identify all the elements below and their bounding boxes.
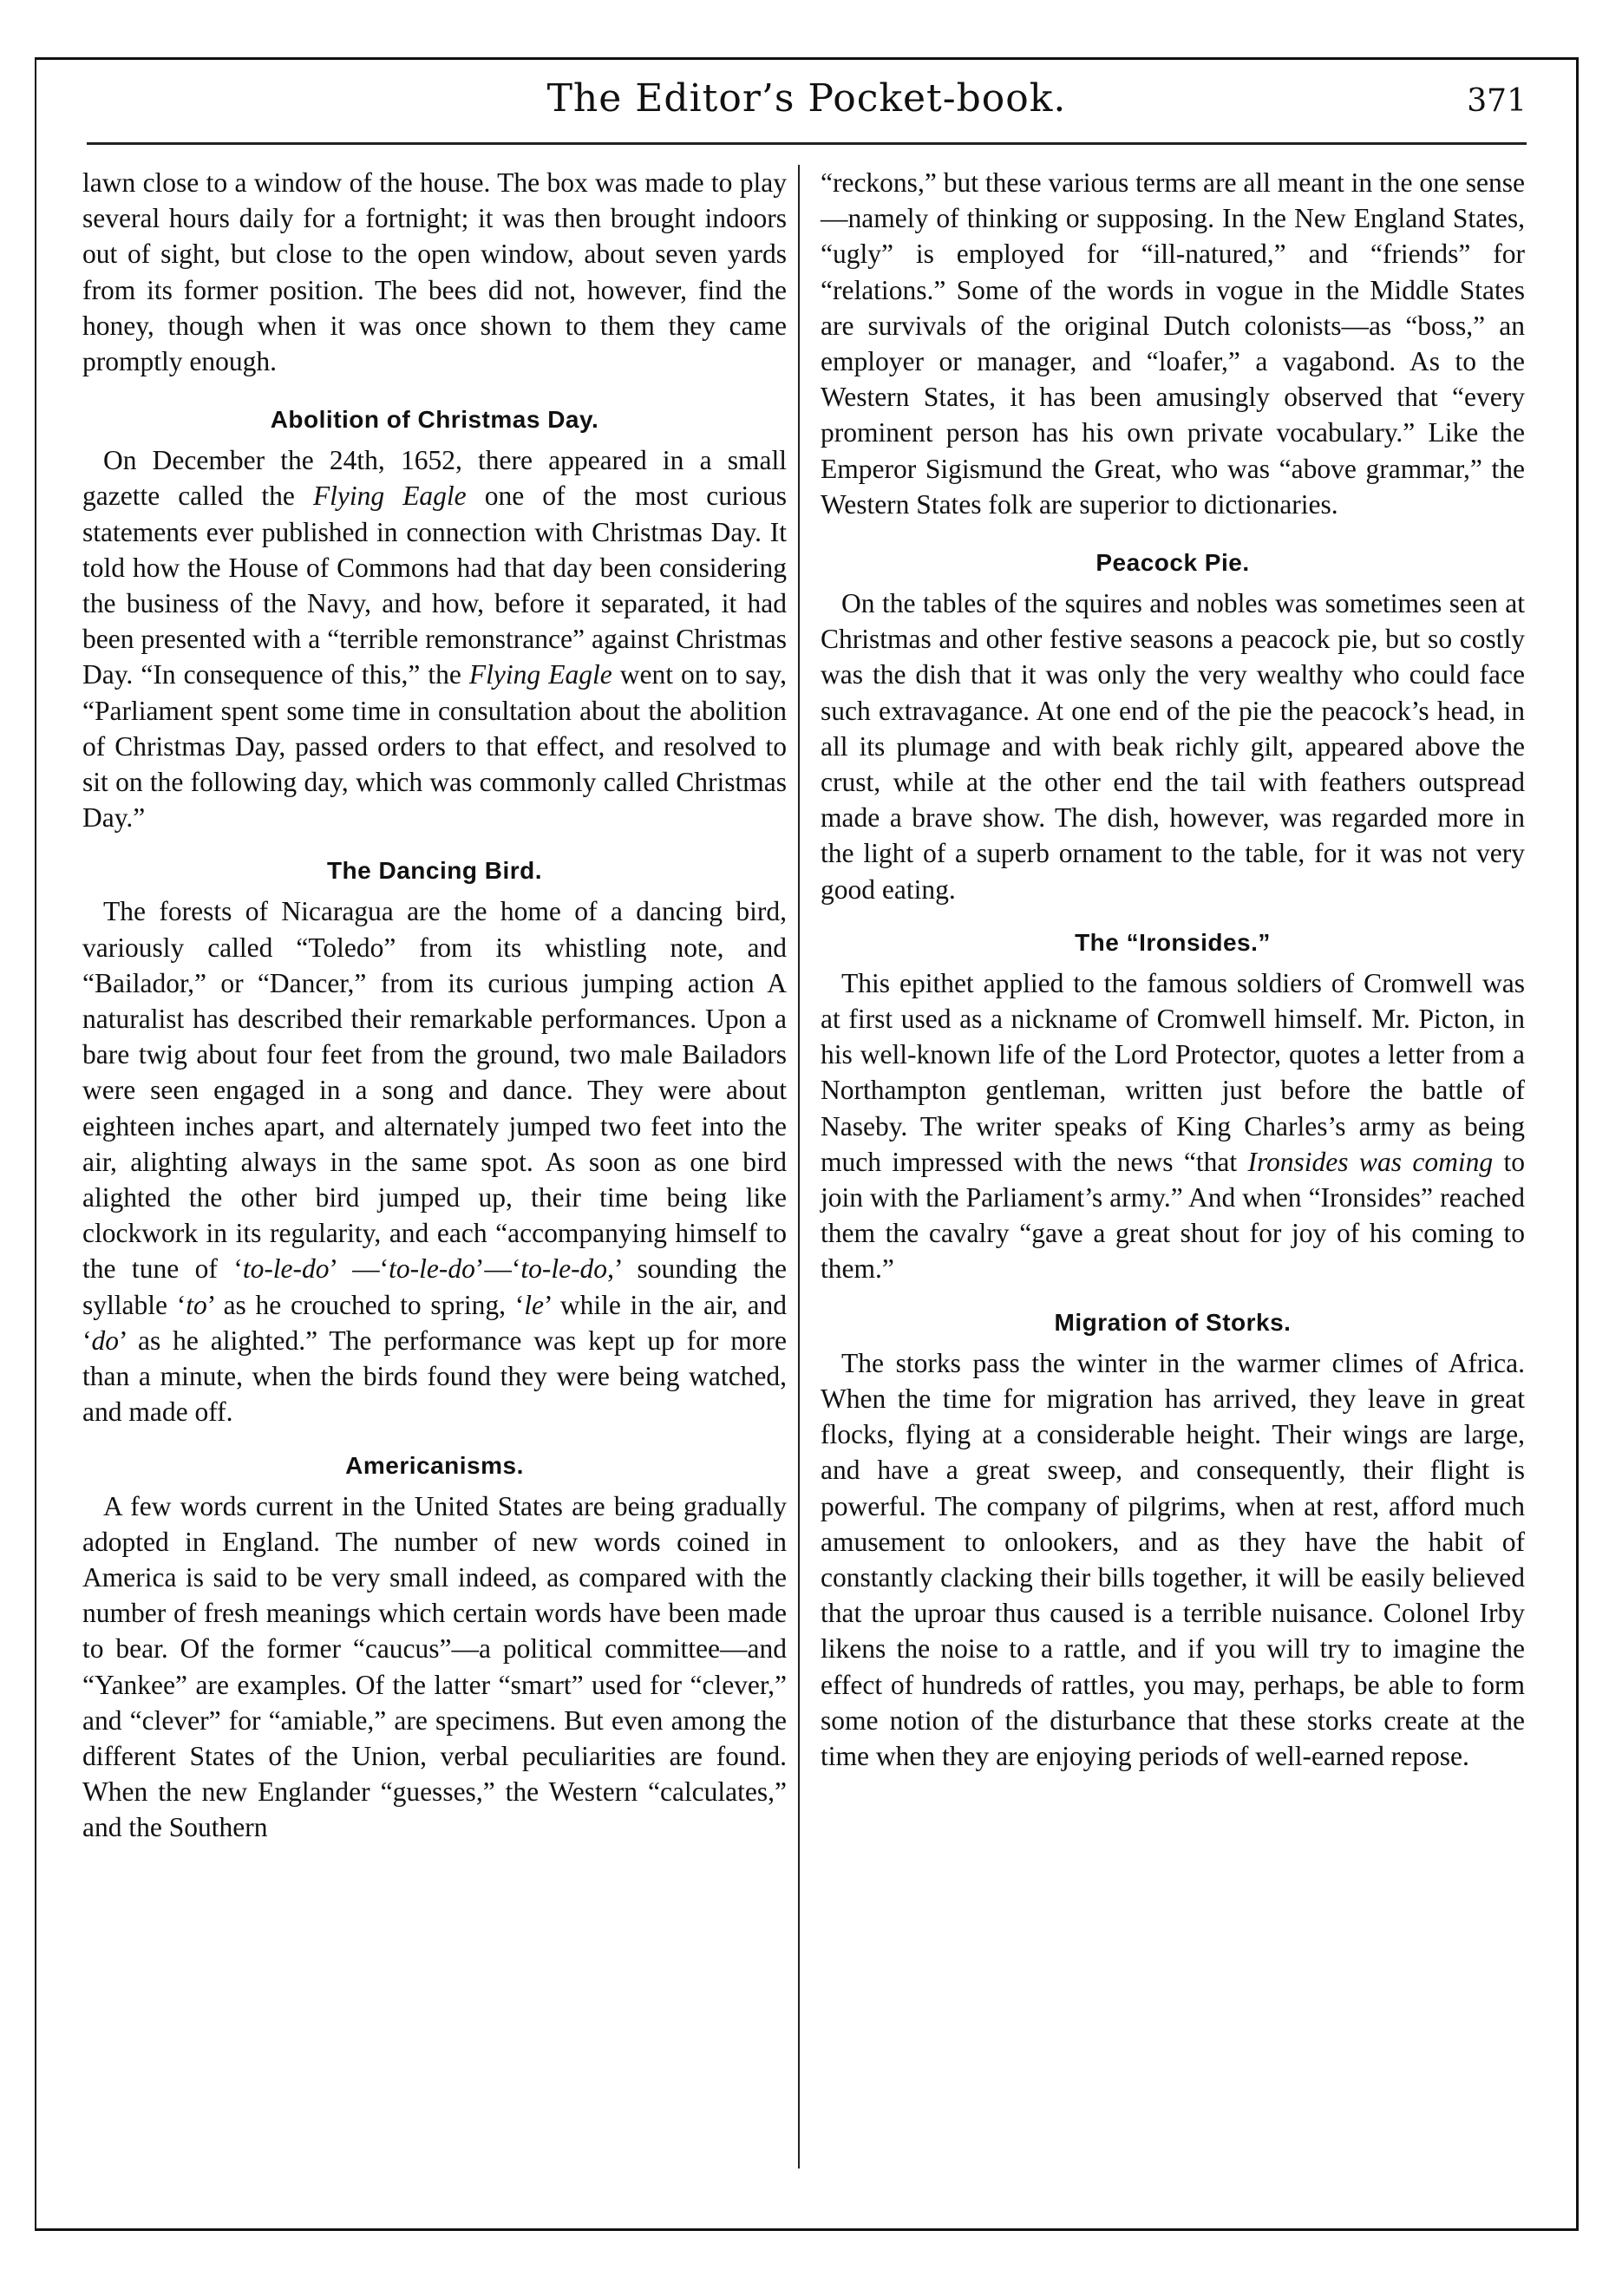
text-run: This epithet applied to the famous soldiers of Cromwell was at first used as a nickname of Cromwell himself. Mr. Picton, in his well-known life of the Lord Protector, quotes a letter from a Northampton gentleman, written just before the battle of Naseby. The writer speaks of King Charles’s army as being much impressed with the news “that — [821, 967, 1525, 1177]
section-body-the-ironsides — [821, 965, 1525, 1287]
italic-title: Flying Eagle — [468, 659, 612, 690]
text-run: ’—‘ — [474, 1253, 521, 1285]
section-body-peacock-pie — [821, 585, 1525, 907]
continuation-paragraph: lawn close to a window of the house. The box was made to play several hours daily for a fortnight; it was then brought indoors out of sight, but close to the open window, about seven yards from its former position. The bees did not, however, find the honey, though when it was once shown to them they came promptly enough. — [82, 167, 787, 377]
page-number: 371 — [1467, 83, 1527, 119]
text-run: ’ as he alighted.” The performance was kept up for more than a minute, when the birds found they were being watched, and made off. — [82, 1325, 787, 1428]
section-heading-the-dancing-bird: The Dancing Bird. — [326, 857, 543, 885]
italic-syllables: to-le-do — [520, 1253, 608, 1285]
header-title: The Editor’s Pocket-book. — [546, 76, 1067, 121]
italic-syllable: to — [186, 1289, 207, 1320]
running-header — [87, 71, 1527, 141]
text-run: one of the most curious statements ever published in connection with Christmas Day. It told how the House of Commons had that day been considering the business of the Navy, and how, before it separated, it had been presented with a “terrible remonstrance” against Christmas Day. “In consequence of this,” the — [82, 481, 787, 690]
text-run: The forests of Nicaragua are the home of a dancing bird, variously called “Toledo” from its whistling note, and “Bailador,” or “Dancer,” from its curious jumping action A naturalist has described their remarkable performances. Upon a bare twig about four feet from the ground, two male Bailadors were seen engaged in a song and dance. They were about eighteen inches apart, and alternately jumped two feet into the air, alighting always in the same spot. As soon as one bird alighted the other bird jumped up, their time being like clockwork in its regularity, and each “accompanying himself to the tune of ‘ — [82, 896, 787, 1285]
header-rule — [87, 142, 1527, 145]
italic-syllable: do — [91, 1325, 119, 1356]
text-run: On December the 24th, 1652, there appeared in a small gazette called the — [82, 445, 787, 512]
text-run: ’ as he crouched to spring, ‘ — [206, 1289, 525, 1320]
section-body-abolition-of-christmas-day — [82, 442, 787, 835]
italic-quote: Ironsides was coming — [1247, 1146, 1494, 1177]
italic-title: Flying Eagle — [312, 481, 467, 512]
section-body-migration-of-storks — [821, 1345, 1525, 1774]
left-column — [82, 165, 787, 1846]
text-run: A few words current in the United States are being gradually adopted in England. The number of new words coined in America is said to be very small indeed, as compared with the number of fresh meanings which certain words have been made to bear. Of the former “caucus”—a political committee—and “Yankee” are examples. Of the latter “smart” used for “clever,” and “clever” for “amiable,” are specimens. But even among the different States of the Union, verbal peculiarities are found. When the new Englander “guesses,” the Western “calculates,” and the Southern — [82, 1490, 787, 1843]
italic-syllable: le — [524, 1289, 544, 1320]
section-heading-americanisms: Americanisms. — [345, 1451, 524, 1479]
section-heading-peacock-pie: Peacock Pie. — [1096, 549, 1250, 577]
text-run: The storks pass the winter in the warmer climes of Africa. When the time for migration has arrived, they leave in great flocks, flying at a considerable height. Their wings are large, and have a great sweep, and consequently, their flight is powerful. The company of pilgrims, when at rest, afford much amusement to onlookers, and as they have the habit of constantly clacking their bills together, it will be easily believed that the uproar thus caused is a terrible nuisance. Colonel Irby likens the noise to a rattle, and if you will try to imagine the effect of hundreds of rattles, you may, perhaps, be able to form some notion of the disturbance that these storks create at the time when they are enjoying periods of well-earned repose. — [821, 1347, 1525, 1771]
section-body-americanisms — [82, 1488, 787, 1846]
continuation-paragraph: “reckons,” but these various terms are all meant in the one sense—namely of thinking or supposing. In the New England States, “ugly” is employed for “ill-natured,” and “friends” for “relations.” Some of the words in vogue in the Middle States are survivals of the original Dutch colonists—as “boss,” an employer or manager, and “loafer,” a vagabond. As to the Western States, it has been amusingly observed that “every prominent person has his own private vocabulary.” Like the Emperor Sigismund the Great, who was “above grammar,” the Western States folk are superior to dictionaries. — [821, 167, 1525, 520]
text-run: went on to say, “Parliament spent some time in consultation about the abolition of Christmas Day, passed orders to that effect, and resolved to sit on the following day, which was commonly called Christmas Day.” — [82, 659, 787, 834]
italic-syllables: to-le-do — [242, 1253, 330, 1285]
text-run: On the tables of the squires and nobles was sometimes seen at Christmas and other festive seasons a peacock pie, but so costly was the dish that it was only the very wealthy who could face such extravagance. At one end of the pie the peacock’s head, in all its plumage and with beak richly gilt, appeared above the crust, while at the other end the tail with feathers outspread made a brave show. The dish, however, was regarded more in the light of a superb ornament to the table, for it was not very good eating. — [821, 588, 1525, 905]
italic-syllables: to-le-do — [389, 1253, 475, 1285]
text-run: ’ —‘ — [329, 1253, 389, 1285]
section-body-the-dancing-bird — [82, 893, 787, 1429]
right-column — [821, 165, 1525, 1774]
text-run: to join with the Parliament’s army.” And when “Ironsides” reached them the cavalry “gave a great shout for joy of his coming to them.” — [821, 1146, 1525, 1285]
column-divider — [798, 165, 800, 2168]
section-heading-migration-of-storks: Migration of Storks. — [1054, 1308, 1292, 1336]
section-heading-abolition-of-christmas-day: Abolition of Christmas Day. — [270, 406, 599, 434]
text-run: ’ while in the air, and ‘ — [82, 1289, 787, 1356]
text-run: ,’ sounding the syllable ‘ — [82, 1253, 787, 1320]
section-heading-the-ironsides: The “Ironsides.” — [1075, 928, 1271, 956]
